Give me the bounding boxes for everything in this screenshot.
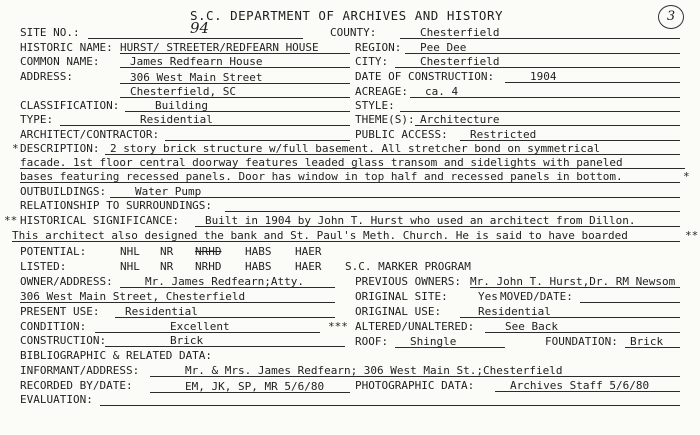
- previous-owners-label: PREVIOUS OWNERS:: [355, 275, 461, 288]
- condition-marker: ***: [328, 320, 348, 333]
- foundation-underline: [625, 347, 680, 348]
- region-value: Pee Dee: [420, 41, 467, 54]
- listed-habs: HABS: [245, 260, 272, 273]
- original-use-label: ORIGINAL USE:: [355, 305, 442, 318]
- photographic-underline: [495, 391, 680, 392]
- potential-nr: NR: [160, 245, 174, 258]
- recorded-label: RECORDED BY/DATE:: [20, 379, 133, 392]
- historic-name-value: HURST/ STREETER/REDFEARN HOUSE: [120, 41, 319, 54]
- relationship-label: RELATIONSHIP TO SURROUNDINGS:: [20, 199, 213, 212]
- construction-value: Brick: [170, 334, 204, 347]
- owner-underline-2: [20, 302, 335, 303]
- recorded-value: EM, JK, SP, MR 5/6/80: [185, 380, 325, 393]
- acreage-value: ca. 4: [425, 85, 459, 98]
- foundation-label: FOUNDATION:: [545, 335, 618, 348]
- description-underline-2: [20, 168, 685, 169]
- type-label: TYPE:: [20, 113, 54, 126]
- potential-habs: HABS: [245, 245, 272, 258]
- construction-underline: [105, 346, 345, 347]
- photographic-label: PHOTOGRAPHIC DATA:: [355, 379, 475, 392]
- date-of-construction-label: DATE OF CONSTRUCTION:: [355, 70, 495, 83]
- public-access-label: PUBLIC ACCESS:: [355, 128, 448, 141]
- description-underline-3: [20, 182, 680, 183]
- construction-label: CONSTRUCTION:: [20, 334, 107, 347]
- listed-label: LISTED:: [20, 260, 67, 273]
- recorded-underline: [150, 392, 350, 393]
- foundation-value: Brick: [630, 335, 664, 348]
- address-underline-2: [120, 97, 350, 98]
- potential-haer: HAER: [295, 245, 322, 258]
- architect-label: ARCHITECT/CONTRACTOR:: [20, 128, 160, 141]
- outbuildings-underline: [110, 197, 680, 198]
- owner-label: OWNER/ADDRESS:: [20, 275, 113, 288]
- classification-value: Building: [155, 99, 208, 112]
- address-line2: Chesterfield, SC: [130, 85, 236, 98]
- original-use-value: Residential: [478, 305, 551, 318]
- moved-date-label: MOVED/DATE:: [500, 290, 573, 303]
- site-no-value: 94: [190, 19, 210, 37]
- acreage-label: ACREAGE:: [355, 85, 408, 98]
- potential-nrhd: NRHD: [195, 245, 222, 258]
- common-name-value: James Redfearn House: [130, 55, 263, 68]
- altered-underline: [485, 332, 680, 333]
- previous-owners-value: Mr. John T. Hurst,Dr. RM Newsom: [470, 275, 676, 288]
- significance-line-2: This architect also designed the bank and St. Paul's Meth. Church. He is said to have boarded: [12, 229, 628, 242]
- significance-marker: **: [4, 214, 18, 227]
- county-label: COUNTY:: [330, 26, 377, 39]
- region-label: REGION:: [355, 41, 402, 54]
- marker-program-label: S.C. MARKER PROGRAM: [345, 260, 471, 273]
- owner-line-2: 306 West Main Street, Chesterfield: [20, 290, 246, 303]
- address-line1: 306 West Main Street: [130, 71, 263, 84]
- historic-name-underline: [120, 53, 350, 54]
- significance-underline-1: [195, 226, 680, 227]
- relationship-underline: [225, 211, 680, 212]
- altered-label: ALTERED/UNALTERED:: [355, 320, 475, 333]
- acreage-underline: [410, 97, 680, 98]
- condition-label: CONDITION:: [20, 320, 87, 333]
- listed-haer: HAER: [295, 260, 322, 273]
- roof-label: ROOF:: [355, 335, 389, 348]
- outbuildings-label: OUTBUILDINGS:: [20, 185, 107, 198]
- original-site-value: Yes: [478, 290, 498, 303]
- region-underline: [405, 53, 680, 54]
- photographic-value: Archives Staff 5/6/80: [510, 379, 650, 392]
- page-title: S.C. DEPARTMENT OF ARCHIVES AND HISTORY: [190, 8, 503, 23]
- site-no-label: SITE NO.:: [20, 26, 80, 39]
- present-use-label: PRESENT USE:: [20, 305, 100, 318]
- style-underline: [400, 111, 680, 112]
- county-value: Chesterfield: [420, 26, 500, 39]
- present-use-value: Residential: [125, 305, 198, 318]
- themes-value: Architecture: [420, 113, 500, 126]
- original-use-underline: [460, 317, 680, 318]
- significance-underline-2: [12, 241, 680, 242]
- classification-label: CLASSIFICATION:: [20, 99, 120, 112]
- significance-label: HISTORICAL SIGNIFICANCE:: [20, 214, 179, 227]
- description-end-marker: *: [683, 170, 690, 183]
- listed-nrhd: NRHD: [195, 260, 222, 273]
- moved-date-underline: [580, 302, 680, 303]
- historic-name-label: HISTORIC NAME:: [20, 41, 113, 54]
- outbuildings-value: Water Pump: [135, 185, 202, 198]
- address-label: ADDRESS:: [20, 70, 73, 83]
- owner-line-1: Mr. James Redfearn;Atty.: [145, 275, 304, 288]
- site-no-underline: [88, 38, 303, 39]
- informant-value: Mr. & Mrs. James Redfearn; 306 West Main St.;Chesterfield: [185, 364, 563, 377]
- description-line-2: facade. 1st floor central doorway features leaded glass transom and sidelights with paneled: [20, 156, 623, 169]
- listed-nhl: NHL: [120, 260, 140, 273]
- roof-value: Shingle: [410, 335, 457, 348]
- date-of-construction-underline: [505, 82, 680, 83]
- city-label: CITY:: [355, 55, 389, 68]
- original-site-label: ORIGINAL SITE:: [355, 290, 448, 303]
- previous-owners-underline: [470, 287, 680, 288]
- description-marker: *: [12, 142, 19, 155]
- listed-nr: NR: [160, 260, 174, 273]
- classification-underline: [125, 111, 350, 112]
- public-access-underline: [460, 140, 680, 141]
- potential-label: POTENTIAL:: [20, 245, 87, 258]
- bibliographic-label: BIBLIOGRAPHIC & RELATED DATA:: [20, 349, 213, 362]
- style-label: STYLE:: [355, 99, 395, 112]
- city-value: Chesterfield: [420, 55, 500, 68]
- common-name-underline: [120, 67, 350, 68]
- condition-underline: [95, 332, 320, 333]
- present-use-underline: [115, 317, 335, 318]
- description-underline-1: [105, 154, 680, 155]
- informant-underline: [150, 376, 680, 377]
- address-underline-1: [120, 83, 350, 84]
- common-name-label: COMMON NAME:: [20, 55, 100, 68]
- significance-end-marker: **: [685, 229, 699, 242]
- date-of-construction-value: 1904: [530, 70, 557, 83]
- owner-underline-1: [120, 287, 335, 288]
- themes-label: THEME(S):: [355, 113, 415, 126]
- themes-underline: [415, 125, 680, 126]
- public-access-value: Restricted: [470, 128, 537, 141]
- significance-line-1: Built in 1904 by John T. Hurst who used an architect from Dillon.: [205, 214, 636, 227]
- page-number: 3: [658, 5, 684, 29]
- description-label: DESCRIPTION:: [20, 142, 100, 155]
- evaluation-label: EVALUATION:: [20, 393, 93, 406]
- roof-underline: [395, 347, 505, 348]
- architect-underline: [165, 140, 350, 141]
- city-underline: [395, 67, 680, 68]
- condition-value: Excellent: [170, 320, 230, 333]
- description-line-1: 2 story brick structure w/full basement. All stretcher bond on symmetrical: [110, 142, 601, 155]
- evaluation-underline: [100, 405, 680, 406]
- description-line-3: bases featuring recessed panels. Door has window in top half and recessed panels in bottom.: [20, 170, 623, 183]
- type-value: Residential: [140, 113, 213, 126]
- informant-label: INFORMANT/ADDRESS:: [20, 364, 140, 377]
- potential-nhl: NHL: [120, 245, 140, 258]
- county-underline: [400, 38, 680, 39]
- altered-value: See Back: [505, 320, 558, 333]
- type-underline: [60, 125, 350, 126]
